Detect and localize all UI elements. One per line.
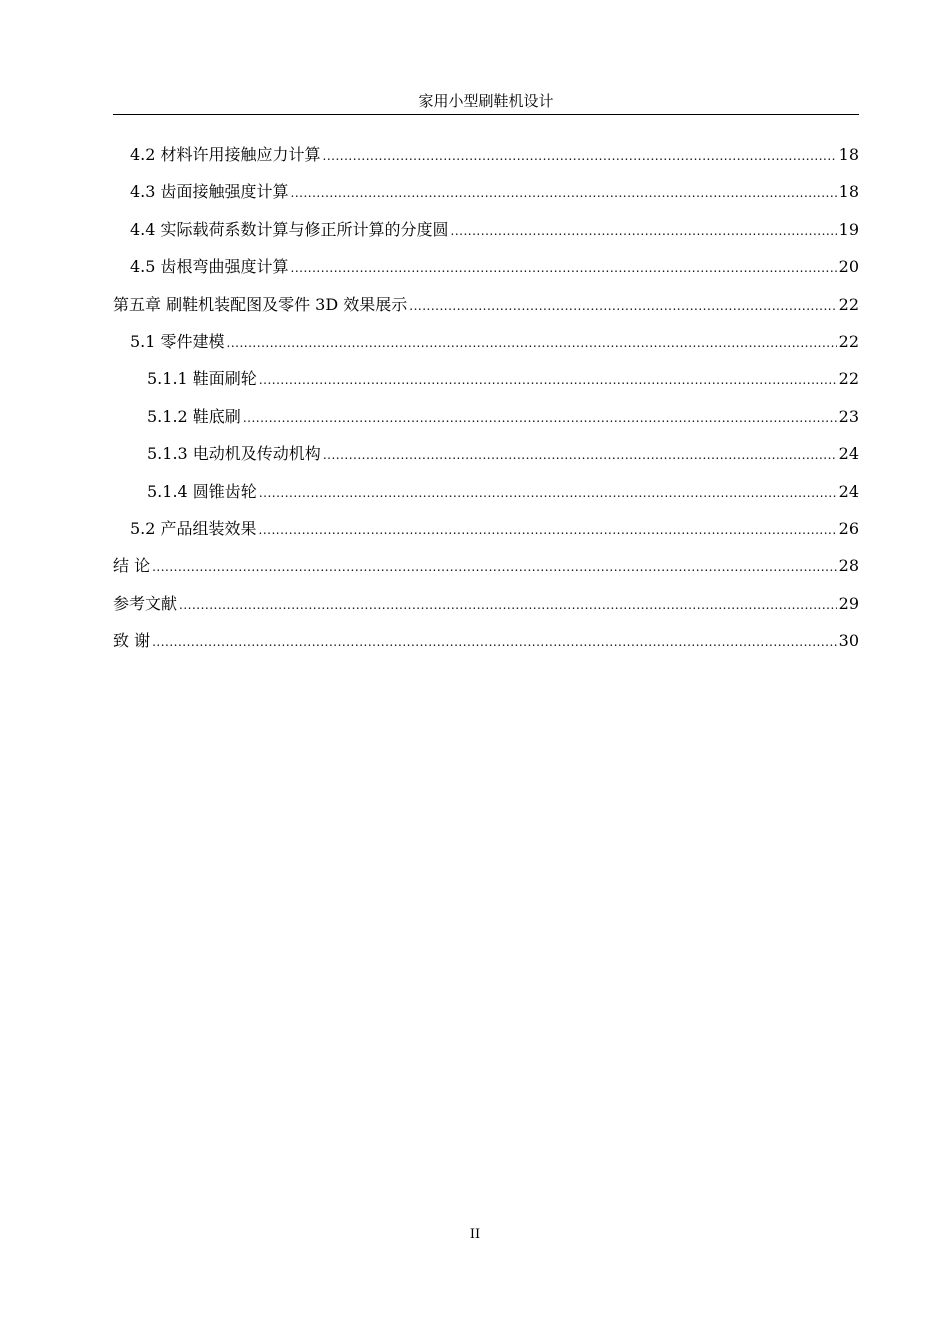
toc-entry-title: 5.1.1 鞋面刷轮 [147, 369, 257, 389]
toc-dot-leader [323, 138, 837, 175]
page-number: II [469, 1227, 481, 1242]
toc-entry[interactable] [113, 360, 859, 397]
toc-entry[interactable] [113, 585, 859, 622]
toc-entry[interactable] [113, 435, 859, 472]
toc-entry[interactable] [113, 398, 859, 435]
toc-dot-leader [291, 175, 837, 212]
toc-entry-page: 30 [838, 631, 859, 651]
toc-entry[interactable] [113, 173, 859, 210]
toc-entry-title: 致 谢 [113, 631, 151, 651]
toc-entry[interactable] [113, 622, 859, 659]
toc-entry-page: 26 [838, 518, 859, 538]
table-of-contents [113, 136, 859, 659]
toc-dot-leader [409, 288, 836, 325]
toc-entry[interactable] [113, 510, 859, 547]
toc-entry[interactable] [113, 286, 859, 323]
toc-dot-leader [179, 587, 837, 624]
toc-entry-page: 23 [838, 406, 859, 426]
toc-dot-leader [152, 624, 837, 661]
toc-entry-title: 5.1.4 圆锥齿轮 [147, 481, 257, 501]
toc-entry-title: 4.3 齿面接触强度计算 [130, 182, 289, 202]
toc-dot-leader [323, 437, 837, 474]
toc-entry[interactable] [113, 323, 859, 360]
toc-entry-title: 结 论 [113, 556, 151, 576]
toc-entry-page: 29 [838, 593, 859, 613]
toc-dot-leader [152, 549, 837, 586]
toc-entry-title: 参考文献 [113, 593, 178, 613]
toc-entry[interactable] [113, 211, 859, 248]
toc-entry-page: 22 [838, 369, 859, 389]
toc-entry-title: 5.1.2 鞋底刷 [147, 406, 241, 426]
toc-dot-leader [259, 512, 837, 549]
toc-entry-page: 20 [838, 257, 859, 277]
toc-entry-title: 5.1.3 电动机及传动机构 [147, 444, 321, 464]
toc-entry-page: 22 [838, 294, 859, 314]
toc-entry[interactable] [113, 248, 859, 285]
toc-dot-leader [291, 250, 837, 287]
toc-entry-page: 24 [838, 481, 859, 501]
toc-entry-page: 22 [838, 331, 859, 351]
toc-entry-title: 5.2 产品组装效果 [130, 518, 257, 538]
toc-entry[interactable] [113, 473, 859, 510]
toc-entry-title: 第五章 刷鞋机装配图及零件 3D 效果展示 [113, 294, 408, 314]
document-title: 家用小型刷鞋机设计 [418, 92, 554, 110]
toc-entry[interactable] [113, 136, 859, 173]
page-footer [0, 1227, 950, 1242]
toc-entry-title: 4.2 材料许用接触应力计算 [130, 145, 321, 164]
toc-entry-page: 28 [838, 556, 859, 576]
toc-entry-page: 19 [838, 219, 859, 239]
toc-entry-page: 24 [838, 444, 859, 464]
toc-entry-page: 18 [838, 182, 859, 202]
toc-dot-leader [243, 400, 837, 437]
page-header [113, 88, 859, 115]
toc-entry-page: 18 [838, 145, 859, 164]
toc-dot-leader [451, 213, 837, 250]
toc-dot-leader [259, 362, 837, 399]
toc-dot-leader [227, 325, 837, 362]
toc-entry-title: 4.5 齿根弯曲强度计算 [130, 257, 289, 277]
toc-entry-title: 5.1 零件建模 [130, 331, 225, 351]
toc-entry[interactable] [113, 547, 859, 584]
toc-entry-title: 4.4 实际载荷系数计算与修正所计算的分度圆 [130, 219, 449, 239]
toc-dot-leader [259, 475, 837, 512]
